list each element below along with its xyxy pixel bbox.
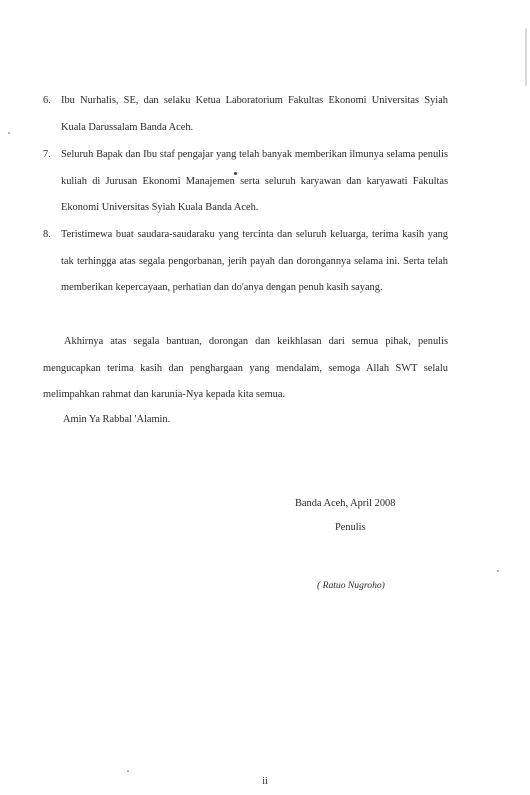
list-item — [43, 142, 448, 222]
scan-speck — [8, 132, 10, 134]
list-item — [43, 222, 448, 302]
signature-place-date: Banda Aceh, April 2008 — [295, 498, 396, 509]
amin-line: Amin Ya Rabbal 'Alamin. — [63, 414, 171, 425]
list-item — [43, 88, 448, 141]
signature-role: Penulis — [335, 522, 366, 533]
list-item-text: Seluruh Bapak dan Ibu staf pengajar yang telah banyak memberikan ilmunya selama penulis kuliah di Jurusan Ekonomi Manajemen serta seluruh karyawan dan karyawati Fakultas Ekonomi Universitas Syiah Kuala Banda Aceh. — [61, 149, 448, 213]
list-item-number: 6. — [43, 95, 51, 106]
list-item-number: 8. — [43, 229, 51, 240]
list-item-text: Teristimewa buat saudara-saudaraku yang tercinta dan seluruh keluarga, terima kasih yang tak terhingga atas segala pengorbanan, jerih payah dan dorongannya selama ini. Serta telah memberikan kepercayaan, perhatian dan do'anya dengan penuh kasih sayang. — [61, 229, 448, 293]
list-item-number: 7. — [43, 149, 51, 160]
scan-speck — [234, 172, 237, 175]
scan-edge-shadow — [525, 28, 527, 86]
scan-speck — [497, 570, 499, 572]
closing-paragraph — [43, 329, 448, 409]
closing-paragraph-text: Akhirnya atas segala bantuan, dorongan dan keikhlasan dari semua pihak, penulis mengucapkan terima kasih dan penghargaan yang mendalam, semoga Allah SWT selalu melimpahkan rahmat dan karunia-Nya kepada kita semua. — [43, 336, 448, 400]
scan-speck — [127, 770, 129, 772]
list-item-text: Ibu Nurhalis, SE, dan selaku Ketua Laboratorium Fakultas Ekonomi Universitas Syiah Kuala Darussalam Banda Aceh. — [61, 95, 448, 133]
signature-name: ( Ratuo Nugroho) — [317, 580, 385, 591]
page-number: ii — [262, 776, 268, 787]
